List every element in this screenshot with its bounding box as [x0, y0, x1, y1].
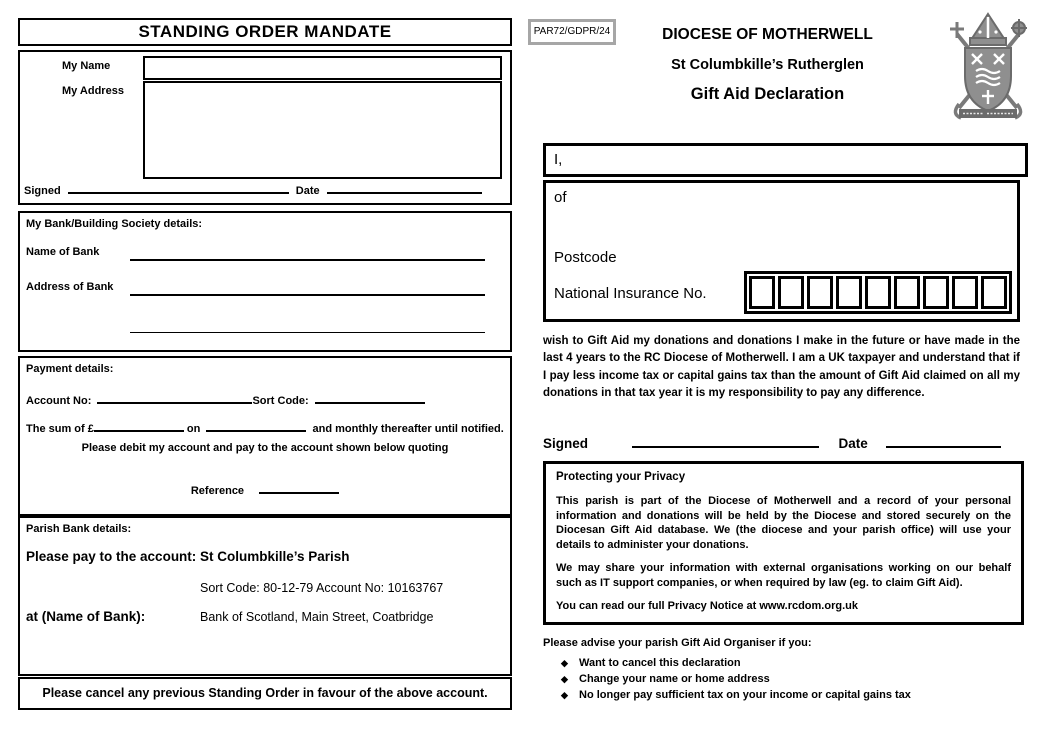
privacy-para-3-suffix: at www.rcdom.org.uk — [743, 600, 858, 613]
start-date-line[interactable] — [206, 416, 306, 432]
address-of-bank-label: Address of Bank — [26, 281, 114, 293]
parish-section-heading: Parish Bank details: — [26, 523, 132, 535]
advise-item — [561, 657, 1020, 669]
signed-line[interactable] — [68, 178, 289, 194]
advise-item — [561, 673, 1020, 685]
ni-digit-cell[interactable] — [807, 276, 833, 309]
my-name-input[interactable] — [143, 56, 502, 80]
advise-list — [543, 657, 1020, 701]
ni-digit-cell[interactable] — [836, 276, 862, 309]
parish-title: St Columbkille’s Rutherglen — [671, 57, 864, 73]
sum-suffix-label: and monthly thereafter until notified. — [312, 423, 504, 435]
diocese-title: DIOCESE OF MOTHERWELL — [662, 26, 873, 43]
my-address-input[interactable] — [143, 81, 502, 179]
address-of-bank-line-2[interactable] — [130, 318, 485, 333]
my-address-label: My Address — [62, 85, 124, 97]
payment-section-heading: Payment details: — [26, 363, 114, 375]
name-of-bank-line[interactable] — [130, 245, 485, 261]
right-date-label: Date — [838, 436, 868, 451]
diocese-crest-icon — [943, 12, 1033, 124]
payment-details-box — [18, 356, 512, 516]
sort-code-line[interactable] — [315, 388, 425, 404]
privacy-para-3-prefix: You can read our full — [556, 600, 668, 613]
ni-digit-cell[interactable] — [923, 276, 949, 309]
at-bank-value: Bank of Scotland, Main Street, Coatbridge — [200, 610, 434, 624]
cancel-previous-order-note: Please cancel any previous Standing Order in favour of the above account. — [18, 677, 512, 710]
gift-aid-title: Gift Aid Declaration — [690, 85, 845, 103]
reference-row — [20, 478, 510, 497]
postcode-label: Postcode — [554, 249, 617, 266]
sort-code-label: Sort Code: — [252, 395, 309, 407]
sum-row — [26, 416, 504, 435]
reference-line[interactable] — [259, 478, 339, 494]
right-signed-date-row — [543, 432, 1020, 451]
account-no-label: Account No: — [26, 395, 92, 407]
pay-to-label: Please pay to the account: — [26, 549, 197, 564]
privacy-para-1: This parish is part of the Diocese of Motherwell and a record of your personal information and donations will be held by the Diocese and stored securely on the Diocesan Gift Aid database. We (the diocese and your parish office) will use your details to administer your donations. — [556, 495, 1011, 551]
ni-digit-cell[interactable] — [778, 276, 804, 309]
date-label: Date — [295, 185, 320, 197]
ni-digit-cell[interactable] — [981, 276, 1007, 309]
date-line[interactable] — [327, 178, 482, 194]
right-signed-label: Signed — [543, 436, 589, 451]
ni-number-label: National Insurance No. — [554, 285, 707, 302]
advise-item-text: Change your name or home address — [579, 673, 770, 685]
advise-heading: Please advise your parish Gift Aid Organiser if you: — [543, 637, 812, 649]
parish-account-line: Sort Code: 80-12-79 Account No: 10163767 — [200, 581, 444, 595]
signed-label: Signed — [24, 185, 61, 197]
privacy-para-2: We may share your information with external organisations working on our behalf such as IT support companies, or when required by law (eg. to claim Gift Aid). — [556, 562, 1011, 589]
standing-order-title: STANDING ORDER MANDATE — [18, 18, 512, 46]
diamond-bullet-icon: ◆ — [561, 690, 568, 700]
privacy-heading: Protecting your Privacy — [556, 471, 686, 483]
declarant-name-field[interactable] — [543, 143, 1028, 177]
diamond-bullet-icon: ◆ — [561, 658, 568, 668]
right-header — [540, 26, 995, 104]
gift-aid-statement: wish to Gift Aid my donations and donations I make in the future or have made in the last 4 years to the RC Diocese of Motherwell. I am a UK taxpayer and understand that if I pay less income tax or capital gains tax than the amount of Gift Aid claimed on all my donations in that tax year it is my responsibility to pay any difference. — [543, 335, 1020, 399]
advise-item — [561, 689, 1020, 701]
form-code-badge: PAR72/GDPR/24 — [528, 19, 616, 45]
ni-number-cells — [744, 271, 1012, 314]
ni-digit-cell[interactable] — [749, 276, 775, 309]
account-no-line[interactable] — [97, 388, 252, 404]
account-sortcode-row — [26, 388, 425, 407]
signed-date-row — [24, 178, 502, 197]
parish-bank-details-box — [18, 516, 512, 676]
address-of-bank-line-1[interactable] — [130, 280, 485, 296]
pay-to-value: St Columbkille’s Parish — [200, 549, 350, 564]
name-of-bank-label: Name of Bank — [26, 246, 100, 258]
i-label: I, — [554, 151, 563, 168]
my-bank-details-box — [18, 211, 512, 352]
right-date-line[interactable] — [886, 432, 1001, 448]
privacy-notice-link-text: Privacy Notice — [667, 600, 744, 613]
debit-note: Please debit my account and pay to the account shown below quoting — [81, 442, 449, 454]
advise-organiser-section — [543, 637, 1020, 705]
reference-label: Reference — [190, 485, 245, 497]
on-label: on — [186, 423, 201, 435]
ni-digit-cell[interactable] — [894, 276, 920, 309]
personal-details-box — [18, 50, 512, 205]
privacy-para-3 — [556, 599, 1011, 614]
declarant-address-field[interactable] — [543, 180, 1020, 322]
ni-digit-cell[interactable] — [952, 276, 978, 309]
at-bank-label: at (Name of Bank): — [26, 609, 146, 624]
bank-section-heading: My Bank/Building Society details: — [26, 218, 203, 230]
advise-item-text: Want to cancel this declaration — [579, 657, 741, 669]
my-name-label: My Name — [62, 60, 111, 72]
sum-prefix-label: The sum of £ — [26, 423, 94, 435]
diamond-bullet-icon: ◆ — [561, 674, 568, 684]
privacy-notice-box — [543, 461, 1024, 625]
right-signed-line[interactable] — [632, 432, 819, 448]
advise-item-text: No longer pay sufficient tax on your income or capital gains tax — [579, 689, 911, 701]
sum-amount-line[interactable] — [94, 416, 184, 432]
of-label: of — [554, 189, 567, 206]
ni-digit-cell[interactable] — [865, 276, 891, 309]
